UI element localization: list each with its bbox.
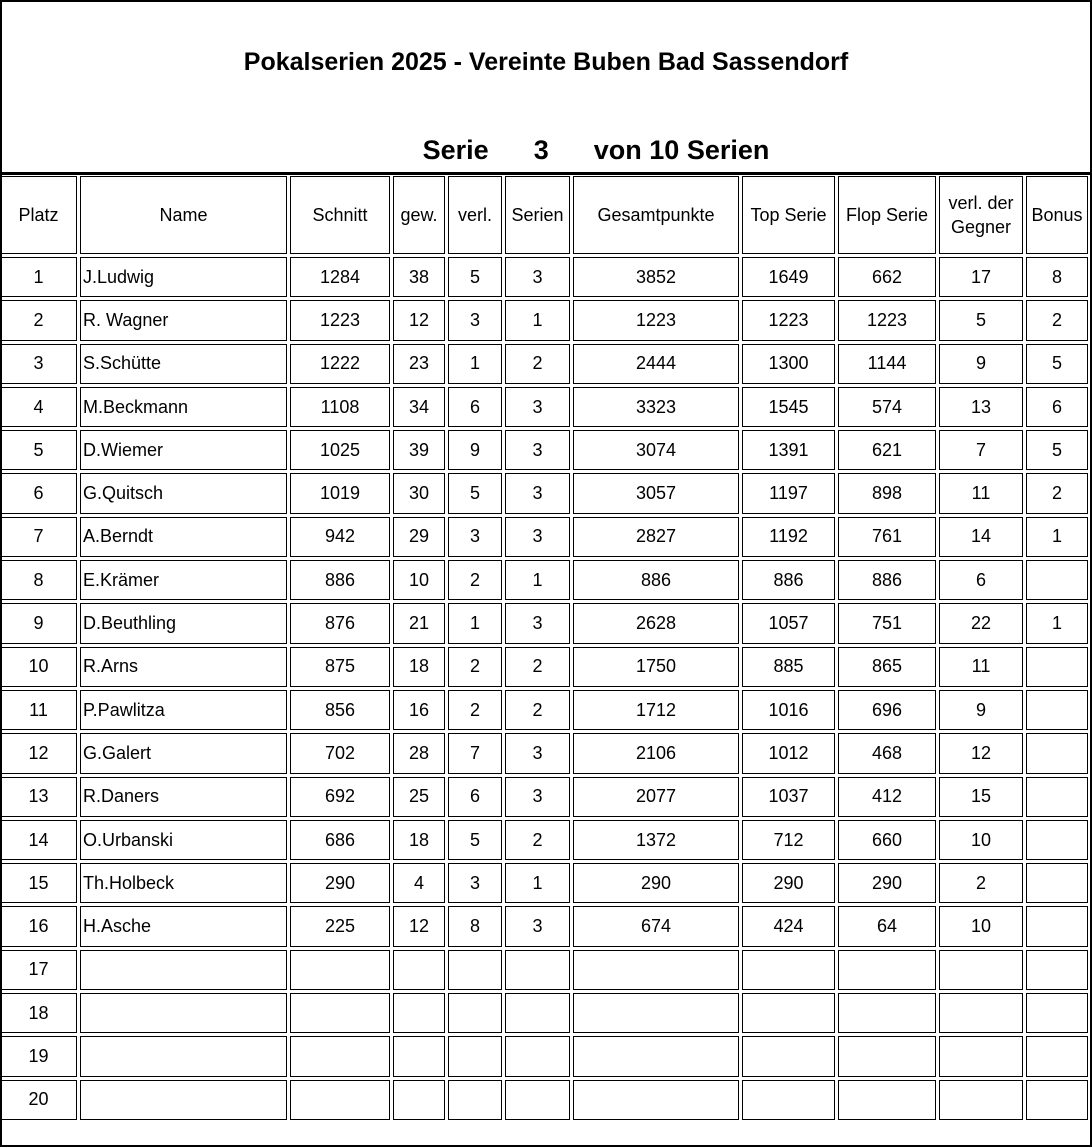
cell-schnitt: 856: [290, 690, 390, 730]
table-row: [0, 993, 1088, 1033]
cell-top-serie: 712: [742, 820, 835, 860]
cell-verl: 3: [448, 863, 502, 903]
cell-verl-der-gegner: 22: [939, 603, 1023, 643]
cell-bonus: 6: [1026, 387, 1088, 427]
cell-serien: 3: [505, 387, 570, 427]
serie-label: Serie: [422, 135, 489, 165]
cell-serien: [505, 1080, 570, 1120]
cell-gew: 30: [393, 473, 445, 513]
cell-gew: 25: [393, 777, 445, 817]
cell-top-serie: 1649: [742, 257, 835, 297]
cell-gesamtpunkte: 1223: [573, 300, 739, 340]
cell-schnitt: 225: [290, 906, 390, 946]
cell-platz: 1: [0, 257, 77, 297]
cell-flop-serie: 1223: [838, 300, 936, 340]
cell-flop-serie: 412: [838, 777, 936, 817]
cell-flop-serie: 751: [838, 603, 936, 643]
column-header: verl. der Gegner: [939, 176, 1023, 254]
cell-verl: 1: [448, 344, 502, 384]
cell-gew: 39: [393, 430, 445, 470]
cell-flop-serie: [838, 1080, 936, 1120]
cell-verl: 6: [448, 387, 502, 427]
cell-verl-der-gegner: 11: [939, 473, 1023, 513]
table-row: [0, 430, 1088, 470]
cell-gesamtpunkte: 2827: [573, 517, 739, 557]
cell-serien: 2: [505, 647, 570, 687]
cell-name: H.Asche: [80, 906, 287, 946]
cell-verl-der-gegner: 7: [939, 430, 1023, 470]
cell-flop-serie: [838, 1036, 936, 1076]
cell-verl-der-gegner: [939, 1080, 1023, 1120]
cell-bonus: 5: [1026, 344, 1088, 384]
cell-platz: 12: [0, 733, 77, 773]
cell-bonus: 2: [1026, 473, 1088, 513]
cell-platz: 15: [0, 863, 77, 903]
cell-bonus: [1026, 690, 1088, 730]
cell-flop-serie: 468: [838, 733, 936, 773]
cell-verl: 5: [448, 257, 502, 297]
cell-top-serie: 885: [742, 647, 835, 687]
cell-top-serie: [742, 1080, 835, 1120]
cell-verl-der-gegner: 17: [939, 257, 1023, 297]
cell-top-serie: 424: [742, 906, 835, 946]
cell-gesamtpunkte: [573, 1080, 739, 1120]
cell-name: G.Quitsch: [80, 473, 287, 513]
cell-name: P.Pawlitza: [80, 690, 287, 730]
cell-serien: [505, 993, 570, 1033]
ranking-table: [0, 173, 1091, 1123]
cell-verl-der-gegner: 10: [939, 820, 1023, 860]
cell-gew: 16: [393, 690, 445, 730]
cell-name: G.Galert: [80, 733, 287, 773]
cell-verl: 8: [448, 906, 502, 946]
cell-top-serie: 886: [742, 560, 835, 600]
cell-serien: 3: [505, 906, 570, 946]
cell-gew: 38: [393, 257, 445, 297]
cell-verl: 9: [448, 430, 502, 470]
cell-gew: 10: [393, 560, 445, 600]
cell-bonus: 1: [1026, 517, 1088, 557]
table-row: [0, 906, 1088, 946]
cell-gesamtpunkte: 1372: [573, 820, 739, 860]
serie-suffix: von 10 Serien: [593, 135, 770, 165]
cell-bonus: 1: [1026, 603, 1088, 643]
cell-verl: 2: [448, 647, 502, 687]
cell-platz: 14: [0, 820, 77, 860]
cell-name: D.Beuthling: [80, 603, 287, 643]
cell-verl: 7: [448, 733, 502, 773]
cell-name: D.Wiemer: [80, 430, 287, 470]
cell-verl: 1: [448, 603, 502, 643]
cell-verl-der-gegner: 6: [939, 560, 1023, 600]
cell-top-serie: 1012: [742, 733, 835, 773]
cell-verl: [448, 1080, 502, 1120]
cell-gesamtpunkte: 2106: [573, 733, 739, 773]
table-row: [0, 733, 1088, 773]
column-header: Schnitt: [290, 176, 390, 254]
cell-platz: 16: [0, 906, 77, 946]
cell-bonus: [1026, 1080, 1088, 1120]
cell-flop-serie: 574: [838, 387, 936, 427]
cell-platz: 9: [0, 603, 77, 643]
cell-gew: 23: [393, 344, 445, 384]
serie-line: [52, 135, 1092, 166]
cell-schnitt: 942: [290, 517, 390, 557]
column-header: Platz: [0, 176, 77, 254]
cell-flop-serie: 886: [838, 560, 936, 600]
cell-schnitt: [290, 1080, 390, 1120]
cell-name: M.Beckmann: [80, 387, 287, 427]
cell-flop-serie: 290: [838, 863, 936, 903]
cell-gesamtpunkte: [573, 993, 739, 1033]
cell-gesamtpunkte: 1750: [573, 647, 739, 687]
cell-platz: 20: [0, 1080, 77, 1120]
cell-schnitt: [290, 993, 390, 1033]
cell-gew: [393, 1036, 445, 1076]
cell-name: O.Urbanski: [80, 820, 287, 860]
cell-verl: 3: [448, 300, 502, 340]
cell-name: E.Krämer: [80, 560, 287, 600]
cell-platz: 18: [0, 993, 77, 1033]
cell-top-serie: [742, 950, 835, 990]
cell-verl-der-gegner: 9: [939, 690, 1023, 730]
cell-serien: 1: [505, 863, 570, 903]
cell-gew: 29: [393, 517, 445, 557]
cell-verl: [448, 1036, 502, 1076]
cell-name: J.Ludwig: [80, 257, 287, 297]
cell-name: R. Wagner: [80, 300, 287, 340]
cell-platz: 11: [0, 690, 77, 730]
cell-platz: 3: [0, 344, 77, 384]
cell-platz: 5: [0, 430, 77, 470]
cell-schnitt: 702: [290, 733, 390, 773]
cell-verl-der-gegner: 12: [939, 733, 1023, 773]
cell-schnitt: 876: [290, 603, 390, 643]
cell-verl-der-gegner: 10: [939, 906, 1023, 946]
cell-schnitt: 692: [290, 777, 390, 817]
cell-schnitt: 1284: [290, 257, 390, 297]
cell-top-serie: 1391: [742, 430, 835, 470]
cell-verl: 5: [448, 820, 502, 860]
cell-gew: 34: [393, 387, 445, 427]
cell-name: [80, 993, 287, 1033]
column-header: Name: [80, 176, 287, 254]
cell-bonus: [1026, 777, 1088, 817]
cell-top-serie: 1016: [742, 690, 835, 730]
cell-name: S.Schütte: [80, 344, 287, 384]
cell-flop-serie: [838, 993, 936, 1033]
cell-verl-der-gegner: [939, 950, 1023, 990]
cell-top-serie: 290: [742, 863, 835, 903]
cell-platz: 17: [0, 950, 77, 990]
cell-schnitt: 1222: [290, 344, 390, 384]
cell-bonus: [1026, 906, 1088, 946]
cell-name: R.Arns: [80, 647, 287, 687]
table-row: [0, 603, 1088, 643]
cell-serien: 2: [505, 344, 570, 384]
cell-flop-serie: 64: [838, 906, 936, 946]
cell-serien: 2: [505, 820, 570, 860]
cell-flop-serie: 660: [838, 820, 936, 860]
cell-gew: 18: [393, 820, 445, 860]
cell-verl-der-gegner: [939, 993, 1023, 1033]
table-row: [0, 1080, 1088, 1120]
cell-bonus: [1026, 647, 1088, 687]
cell-gew: 18: [393, 647, 445, 687]
cell-gesamtpunkte: 2077: [573, 777, 739, 817]
cell-verl: 3: [448, 517, 502, 557]
cell-bonus: [1026, 993, 1088, 1033]
cell-gesamtpunkte: 674: [573, 906, 739, 946]
cell-top-serie: [742, 1036, 835, 1076]
cell-platz: 19: [0, 1036, 77, 1076]
cell-name: [80, 1036, 287, 1076]
cell-verl-der-gegner: 5: [939, 300, 1023, 340]
cell-bonus: [1026, 1036, 1088, 1076]
cell-gew: 21: [393, 603, 445, 643]
column-header: Serien: [505, 176, 570, 254]
cell-bonus: 8: [1026, 257, 1088, 297]
cell-verl: 5: [448, 473, 502, 513]
cell-gew: [393, 993, 445, 1033]
cell-schnitt: [290, 1036, 390, 1076]
table-row: [0, 863, 1088, 903]
cell-top-serie: 1300: [742, 344, 835, 384]
cell-flop-serie: 761: [838, 517, 936, 557]
cell-gew: 12: [393, 906, 445, 946]
cell-name: A.Berndt: [80, 517, 287, 557]
cell-gesamtpunkte: 3852: [573, 257, 739, 297]
cell-gew: 4: [393, 863, 445, 903]
cell-top-serie: 1223: [742, 300, 835, 340]
column-header: verl.: [448, 176, 502, 254]
cell-serien: [505, 950, 570, 990]
cell-top-serie: [742, 993, 835, 1033]
cell-serien: 3: [505, 473, 570, 513]
table-row: [0, 950, 1088, 990]
cell-gesamtpunkte: 1712: [573, 690, 739, 730]
table-row: [0, 517, 1088, 557]
cell-name: [80, 950, 287, 990]
cell-schnitt: 686: [290, 820, 390, 860]
cell-serien: 1: [505, 300, 570, 340]
cell-schnitt: 1019: [290, 473, 390, 513]
cell-serien: [505, 1036, 570, 1076]
table-row: [0, 257, 1088, 297]
cell-platz: 10: [0, 647, 77, 687]
cell-name: R.Daners: [80, 777, 287, 817]
cell-flop-serie: 696: [838, 690, 936, 730]
cell-schnitt: 290: [290, 863, 390, 903]
cell-schnitt: 1025: [290, 430, 390, 470]
cell-platz: 4: [0, 387, 77, 427]
cell-verl-der-gegner: 9: [939, 344, 1023, 384]
cell-gesamtpunkte: 290: [573, 863, 739, 903]
table-row: [0, 1036, 1088, 1076]
cell-gew: [393, 1080, 445, 1120]
cell-gesamtpunkte: 2444: [573, 344, 739, 384]
cell-bonus: [1026, 733, 1088, 773]
cell-schnitt: 886: [290, 560, 390, 600]
table-row: [0, 300, 1088, 340]
cell-verl-der-gegner: [939, 1036, 1023, 1076]
cell-verl-der-gegner: 13: [939, 387, 1023, 427]
cell-verl: [448, 993, 502, 1033]
page-title: Pokalserien 2025 - Vereinte Buben Bad Sassendorf: [243, 48, 849, 76]
column-header: Bonus: [1026, 176, 1088, 254]
cell-bonus: [1026, 950, 1088, 990]
cell-platz: 7: [0, 517, 77, 557]
cell-verl-der-gegner: 14: [939, 517, 1023, 557]
cell-schnitt: 1108: [290, 387, 390, 427]
cell-flop-serie: [838, 950, 936, 990]
cell-top-serie: 1192: [742, 517, 835, 557]
table-row: [0, 820, 1088, 860]
cell-gew: 28: [393, 733, 445, 773]
cell-bonus: [1026, 560, 1088, 600]
cell-serien: 3: [505, 777, 570, 817]
cell-verl-der-gegner: 11: [939, 647, 1023, 687]
cell-gesamtpunkte: 3074: [573, 430, 739, 470]
cell-flop-serie: 621: [838, 430, 936, 470]
table-row: [0, 344, 1088, 384]
column-header: Top Serie: [742, 176, 835, 254]
cell-verl: 2: [448, 690, 502, 730]
cell-gesamtpunkte: [573, 1036, 739, 1076]
cell-flop-serie: 1144: [838, 344, 936, 384]
cell-gesamtpunkte: 2628: [573, 603, 739, 643]
cell-verl-der-gegner: 15: [939, 777, 1023, 817]
cell-platz: 13: [0, 777, 77, 817]
serie-number: 3: [533, 135, 549, 165]
cell-gesamtpunkte: 3057: [573, 473, 739, 513]
cell-serien: 3: [505, 517, 570, 557]
cell-schnitt: [290, 950, 390, 990]
cell-gew: [393, 950, 445, 990]
column-header: Flop Serie: [838, 176, 936, 254]
cell-gesamtpunkte: 3323: [573, 387, 739, 427]
cell-platz: 2: [0, 300, 77, 340]
cell-verl: [448, 950, 502, 990]
cell-bonus: [1026, 863, 1088, 903]
column-header: gew.: [393, 176, 445, 254]
cell-schnitt: 1223: [290, 300, 390, 340]
table-row: [0, 777, 1088, 817]
cell-serien: 3: [505, 257, 570, 297]
cell-bonus: 2: [1026, 300, 1088, 340]
cell-platz: 6: [0, 473, 77, 513]
cell-flop-serie: 898: [838, 473, 936, 513]
cell-gew: 12: [393, 300, 445, 340]
cell-verl: 2: [448, 560, 502, 600]
cell-top-serie: 1057: [742, 603, 835, 643]
table-row: [0, 647, 1088, 687]
cell-serien: 1: [505, 560, 570, 600]
cell-top-serie: 1197: [742, 473, 835, 513]
cell-gesamtpunkte: 886: [573, 560, 739, 600]
cell-schnitt: 875: [290, 647, 390, 687]
table-row: [0, 387, 1088, 427]
table-row: [0, 690, 1088, 730]
cell-name: [80, 1080, 287, 1120]
header-row: [0, 176, 1088, 254]
cell-top-serie: 1545: [742, 387, 835, 427]
cell-serien: 3: [505, 430, 570, 470]
cell-flop-serie: 865: [838, 647, 936, 687]
cell-verl-der-gegner: 2: [939, 863, 1023, 903]
cell-flop-serie: 662: [838, 257, 936, 297]
cell-bonus: [1026, 820, 1088, 860]
column-header: Gesamtpunkte: [573, 176, 739, 254]
cell-bonus: 5: [1026, 430, 1088, 470]
cell-name: Th.Holbeck: [80, 863, 287, 903]
table-row: [0, 473, 1088, 513]
title-block: [2, 2, 1090, 175]
cell-serien: 3: [505, 733, 570, 773]
cell-verl: 6: [448, 777, 502, 817]
table-row: [0, 560, 1088, 600]
cell-serien: 3: [505, 603, 570, 643]
cell-serien: 2: [505, 690, 570, 730]
cell-top-serie: 1037: [742, 777, 835, 817]
cell-platz: 8: [0, 560, 77, 600]
cell-gesamtpunkte: [573, 950, 739, 990]
